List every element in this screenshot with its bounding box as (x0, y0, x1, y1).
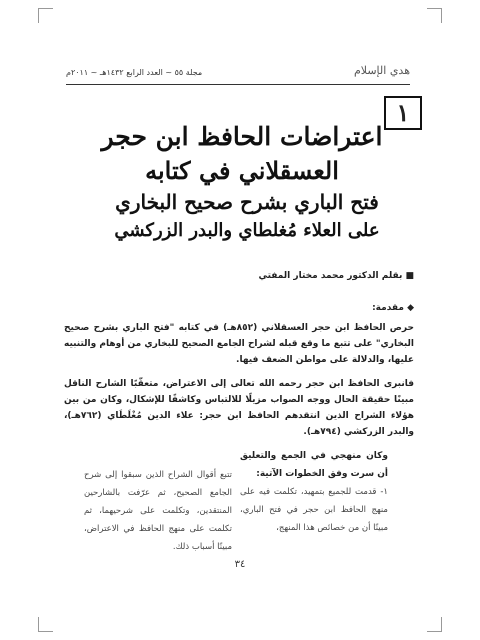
crop-mark-bottom-left (38, 617, 53, 632)
method-heading: وكان منهجي في الجمع والتعليق أن سرت وفق الخطوات الآتية: (240, 451, 388, 479)
page-number: ٣٤ (234, 559, 246, 570)
title-line-1: اعتراضات الحافظ ابن حجر (101, 122, 383, 151)
title-line-4: على العلاء مُغلطاي والبدر الزركشي (114, 220, 380, 241)
title-line-3: فتح الباري بشرح صحيح البخاري (115, 190, 379, 214)
method-step-text: ١- قدمت للجميع بتمهيد، تكلمت فيه على منهج الحافظ ابن حجر في فتح الباري، مبينًا أن من خصائص هذا المنهج، (240, 487, 388, 533)
paragraph-1: حرص الحافظ ابن حجر العسقلاني (٨٥٢هـ) في كتابه "فتح الباري بشرح صحيح البخاري" على تتبع ما وقع قبله لشراح الجامع الصحيح للبخاري من أوهام والتنبيه عليها، والدلالة على مواطن الضعف فيها. (64, 323, 414, 365)
chapter-number: ١ (384, 96, 422, 130)
journal-logo: هدي الإسلام (353, 64, 410, 77)
author-byline: ■ بقلم الدكتور محمد مختار المفتي (258, 271, 414, 281)
crop-mark-top-left (38, 8, 53, 23)
crop-mark-top-right (427, 8, 442, 23)
title-line-2: العسقلاني في كتابه (145, 156, 339, 185)
intro-heading: ◆ مقدمة: (372, 303, 414, 313)
crop-mark-bottom-right (427, 617, 442, 632)
running-header (66, 66, 410, 85)
paragraph-2: فانبرى الحافظ ابن حجر رحمه الله تعالى إلى الاعتراض، متعقّبًا الشارح الناقل مبينًا حقيقة الحال ووجه الصواب مزيلًا للالتباس وكاشفًا للإشكال، وكان من بين هؤلاء الشراح الذين انتقدهم الحافظ ابن حجر: علاء الدين مُغْلَطَاي (٧٦٢هـ)، والبدر الزركشي (٧٩٤هـ). (64, 379, 414, 437)
issue-meta: مجلة ٥٥ ~ العدد الرابع ١٤٣٢هـ ~ ٢٠١١م (66, 68, 203, 77)
left-column (84, 466, 232, 556)
right-column (240, 447, 388, 537)
left-column-text: تتبع أقوال الشراح الذين سبقوا إلى شرح الجامع الصحيح، ثم عرّفت بالشارحين المنتقدين، وتكلمت على شرحيهما، ثم تكلمت على منهج الحافظ في الاعتراض، مبينًا أسباب ذلك. (84, 470, 232, 552)
